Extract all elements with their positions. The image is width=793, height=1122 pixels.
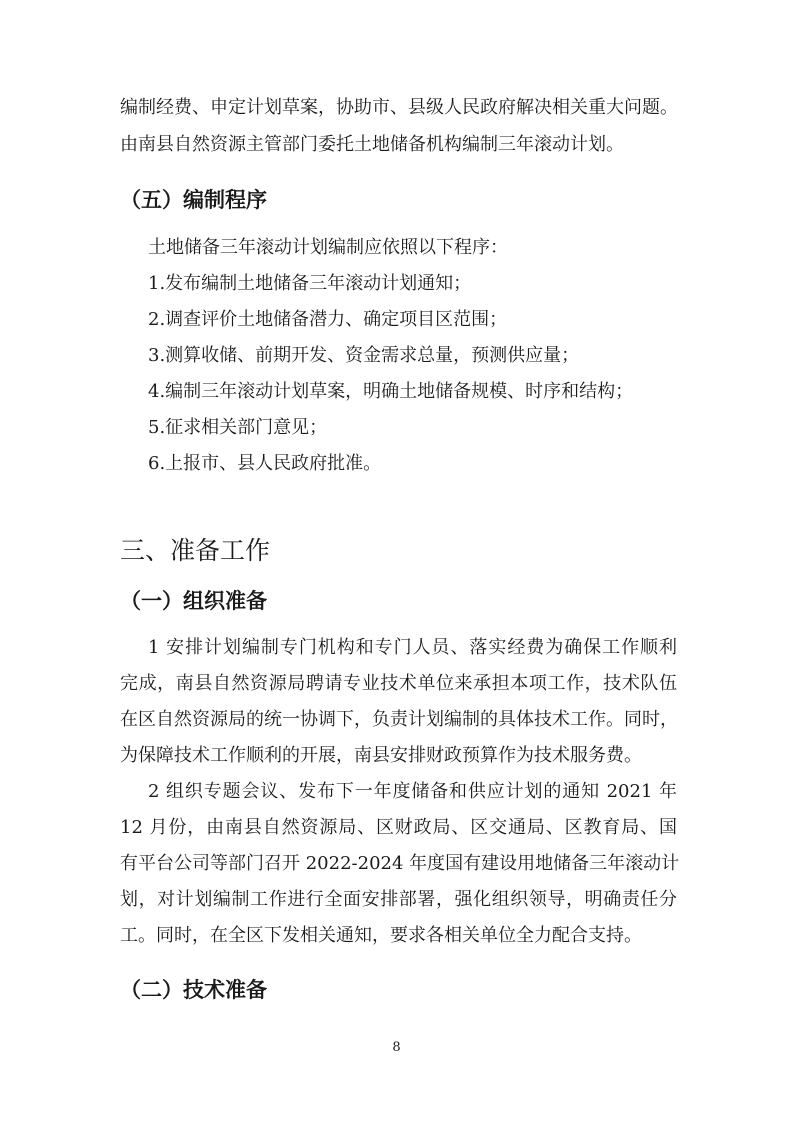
subsection-heading-technical: （二）技术准备 [120,978,267,1002]
org-para2-line: 划，对计划编制工作进行全面安排部署，强化组织领导，明确责任分 [120,889,677,910]
org-para1-line: 为保障技术工作顺利的开展，南县安排财政预算作为技术服务费。 [120,745,642,766]
org-para1-line: 在区自然资源局的统一协调下，负责计划编制的具体技术工作。同时， [120,709,678,730]
procedure-step: 6.上报市、县人民政府批准。 [148,453,382,474]
intro-line-1: 编制经费、申定计划草案，协助市、县级人民政府解决相关重大问题。 [120,97,678,118]
org-para2-line: 12 月份，由南县自然资源局、区财政局、区交通局、区教育局、国 [120,817,677,838]
section-heading-5: （五）编制程序 [120,188,267,212]
subsection-heading-organization: （一）组织准备 [120,589,267,613]
chapter-heading-3: 三、准备工作 [120,536,271,565]
org-para1-line: 1 安排计划编制专门机构和专门人员、落实经费为确保工作顺利 [148,637,677,658]
page-number: 8 [392,1040,401,1055]
procedure-step: 4.编制三年滚动计划草案，明确土地储备规模、时序和结构； [148,381,634,402]
procedure-lead: 土地储备三年滚动计划编制应依照以下程序： [148,237,508,258]
org-para2-line: 有平台公司等部门召开 2022-2024 年度国有建设用地储备三年滚动计 [120,853,680,874]
org-para2-line: 工。同时，在全区下发相关通知，要求各相关单位全力配合支持。 [120,925,642,946]
procedure-step: 1.发布编制土地储备三年滚动计划通知； [148,273,472,294]
org-para2-line: 2 组织专题会议、发布下一年度储备和供应计划的通知 2021 年 [148,781,677,802]
procedure-step: 5.征求相关部门意见； [148,417,328,438]
procedure-step: 2.调查评价土地储备潜力、确定项目区范围； [148,309,508,330]
procedure-step: 3.测算收储、前期开发、资金需求总量，预测供应量； [148,345,580,366]
org-para1-line: 完成，南县自然资源局聘请专业技术单位来承担本项工作，技术队伍 [120,673,677,694]
intro-line-2: 由南县自然资源主管部门委托土地储备机构编制三年滚动计划。 [120,134,624,155]
